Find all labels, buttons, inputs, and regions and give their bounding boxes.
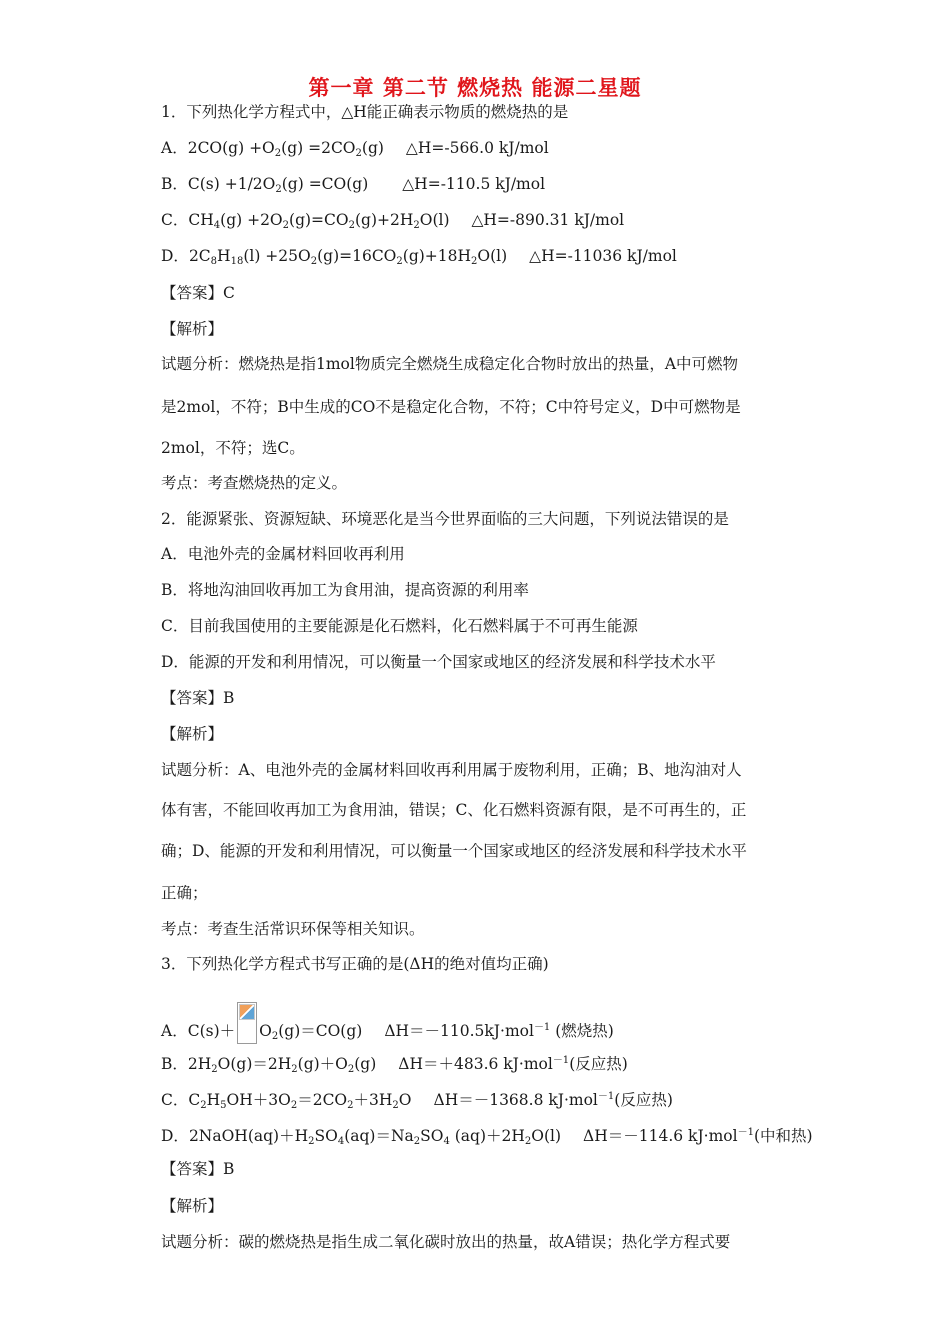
q1-d-dh: △H=-11036 kJ/mol bbox=[529, 247, 677, 265]
q3-answer: 【答案】B bbox=[161, 1160, 235, 1178]
q1-a-label: A． bbox=[161, 139, 188, 157]
q1-analysis-line-3: 2mol，不符；选C。 bbox=[161, 439, 305, 457]
q1-option-c: C．$CH_4(g) +2O_2(g)=CO_2(g)+2H_2O(l)$ △H=-890.31 kJ/mol bbox=[161, 211, 625, 231]
q3-option-d: D．$2NaOH(aq)+H_2SO_4(aq)=Na_2SO_4$ $(aq)+2H_2O(l)$ ΔH＝－114.6 kJ·mol$^{-1}$(中和热) bbox=[161, 1127, 813, 1147]
q1-answer-value: C bbox=[223, 284, 235, 302]
q1-analysis-line-2: 是2mol，不符；B中生成的CO不是稳定化合物，不符；C中符号定义，D中可燃物是 bbox=[161, 398, 741, 416]
q3-b-dh: ΔH＝＋483.6 kJ·mol bbox=[398, 1055, 553, 1073]
q1-b-dh: △H=-110.5 kJ/mol bbox=[402, 175, 546, 193]
q3-option-a: A．C(s)＋ $O_2(g)=CO(g)$ ΔH＝－110.5kJ·mol$^{-1}$ (燃烧热) bbox=[161, 1002, 614, 1048]
q2-option-c: C．目前我国使用的主要能源是化石燃料，化石燃料属于不可再生能源 bbox=[161, 617, 638, 635]
q1-option-d: D．$2C_8H_{18}(l) +25O_2(g)=16CO_2(g)+18H_2O(l)$ △H=-11036 kJ/mol bbox=[161, 247, 677, 267]
q3-stem: 3．下列热化学方程式书写正确的是(ΔH的绝对值均正确) bbox=[161, 955, 549, 973]
q3-analysis-line-1: 试题分析：碳的燃烧热是指生成二氧化碳时放出的热量，故A错误；热化学方程式要 bbox=[161, 1233, 731, 1251]
q3-answer-value: B bbox=[223, 1160, 235, 1178]
q1-answer: 【答案】C bbox=[161, 284, 235, 302]
q2-stem: 2．能源紧张、资源短缺、环境恶化是当今世界面临的三大问题，下列说法错误的是 bbox=[161, 510, 729, 528]
q2-answer-value: B bbox=[223, 689, 235, 707]
q1-stem: 1．下列热化学方程式中，△H能正确表示物质的燃烧热的是 bbox=[161, 103, 569, 121]
q3-a-dh: ΔH＝－110.5kJ·mol bbox=[384, 1022, 534, 1040]
page-title: 第一章 第二节 燃烧热 能源二星题 bbox=[308, 76, 642, 100]
q3-analysis-tag: 【解析】 bbox=[161, 1197, 224, 1215]
q2-analysis-tag: 【解析】 bbox=[161, 725, 224, 743]
q2-analysis-line-2: 体有害，不能回收再加工为食用油，错误；C、化石燃料资源有限，是不可再生的，正 bbox=[161, 801, 747, 819]
q2-analysis-line-1: 试题分析：A、电池外壳的金属材料回收再利用属于废物利用，正确；B、地沟油对人 bbox=[161, 761, 742, 779]
q1-point: 考点：考查燃烧热的定义。 bbox=[161, 474, 348, 492]
q1-c-dh: △H=-890.31 kJ/mol bbox=[471, 211, 625, 229]
q2-point: 考点：考查生活常识环保等相关知识。 bbox=[161, 920, 425, 938]
q1-option-a: A．$2CO(g) +O_2(g) =2CO_2(g)$ △H=-566.0 kJ/mol bbox=[161, 139, 549, 159]
q3-d-dh: ΔH＝－114.6 kJ·mol bbox=[583, 1127, 738, 1145]
q3-option-b: B．$2H_2O(g)=2H_2(g)+O_2(g)$ ΔH＝＋483.6 kJ·mol$^{-1}$(反应热) bbox=[161, 1055, 628, 1075]
q1-analysis-line-1: 试题分析：燃烧热是指1mol物质完全燃烧生成稳定化合物时放出的热量，A中可燃物 bbox=[161, 355, 739, 373]
q2-analysis-line-3: 确；D、能源的开发和利用情况，可以衡量一个国家或地区的经济发展和科学技术水平 bbox=[161, 842, 747, 860]
q2-option-a: A．电池外壳的金属材料回收再利用 bbox=[161, 545, 405, 563]
q2-analysis-line-4: 正确； bbox=[161, 884, 208, 902]
q2-option-d: D．能源的开发和利用情况，可以衡量一个国家或地区的经济发展和科学技术水平 bbox=[161, 653, 716, 671]
broken-image-icon bbox=[237, 1002, 257, 1044]
q1-analysis-tag: 【解析】 bbox=[161, 320, 224, 338]
q3-option-c: C．$C_2H_5OH+3O_2=2CO_2+3H_2O$ ΔH＝－1368.8 kJ·mol$^{-1}$(反应热) bbox=[161, 1091, 673, 1111]
q2-answer: 【答案】B bbox=[161, 689, 235, 707]
q3-c-dh: ΔH＝－1368.8 kJ·mol bbox=[433, 1091, 598, 1109]
q1-a-dh: △H=-566.0 kJ/mol bbox=[405, 139, 549, 157]
q2-option-b: B．将地沟油回收再加工为食用油，提高资源的利用率 bbox=[161, 581, 529, 599]
q1-option-b: B．$C(s) +1/2O_2(g) =CO(g)$ △H=-110.5 kJ/mol bbox=[161, 175, 546, 195]
